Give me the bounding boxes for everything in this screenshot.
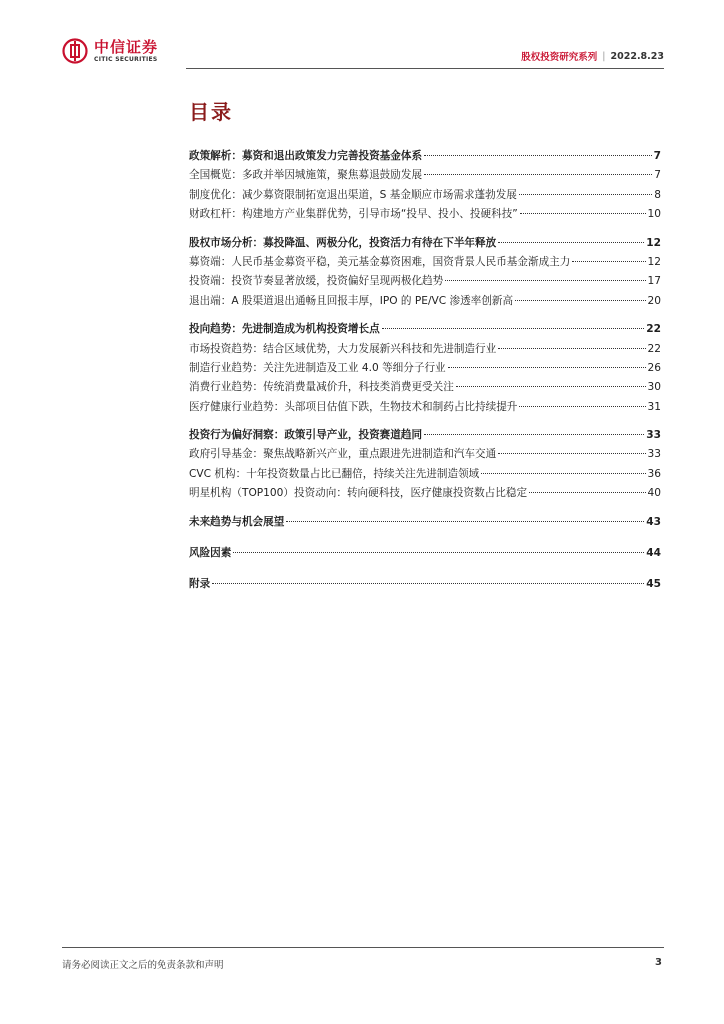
company-logo <box>62 38 158 64</box>
toc-entry-title: 消费行业趋势：传统消费量减价升，科技类消费更受关注 <box>189 381 454 394</box>
toc-subsection-link[interactable] <box>189 399 661 418</box>
toc-page-number: 10 <box>647 208 661 221</box>
toc-page-number: 43 <box>646 515 661 528</box>
toc-page-number: 7 <box>653 150 661 162</box>
toc-page-number: 36 <box>647 467 661 480</box>
toc-entry-title: 募资端：人民币基金募资平稳，美元基金募资困难，国资背景人民币基金渐成主力 <box>189 255 571 268</box>
toc-subsection-link[interactable] <box>189 273 661 292</box>
toc-subsection-link[interactable] <box>189 360 661 379</box>
toc-leader-dots <box>498 453 645 454</box>
toc-entry-title: 附录 <box>189 578 211 591</box>
toc-leader-dots <box>286 521 644 522</box>
toc-chapter-link[interactable] <box>189 235 661 254</box>
toc-entry-title: 制度优化：减少募资限制拓宽退出渠道，S 基金顺应市场需求蓬勃发展 <box>189 188 517 201</box>
toc-leader-dots <box>515 300 645 301</box>
table-of-contents <box>189 148 661 596</box>
toc-leader-dots <box>424 174 652 175</box>
toc-entry-title: 财政杠杆：构建地方产业集群优势，引导市场“投早、投小、投硬科技” <box>189 208 518 221</box>
toc-entry-title: 市场投资趋势：结合区域优势，大力发展新兴科技和先进制造行业 <box>189 342 497 355</box>
toc-entry-title: 股权市场分析：募投降温、两极分化，投资活力有待在下半年释放 <box>189 236 497 249</box>
toc-section <box>189 427 661 505</box>
page-title: 目录 <box>189 100 233 124</box>
toc-leader-dots <box>572 261 645 262</box>
page-number: 3 <box>655 957 662 968</box>
header-divider <box>186 68 664 69</box>
toc-subsection-link[interactable] <box>189 485 661 504</box>
toc-subsection-link[interactable] <box>189 341 661 360</box>
toc-chapter-link[interactable] <box>189 321 661 340</box>
toc-leader-dots <box>481 473 645 474</box>
toc-section <box>189 148 661 226</box>
toc-page-number: 7 <box>654 169 661 182</box>
toc-leader-dots <box>519 406 645 407</box>
toc-leader-dots <box>212 583 644 584</box>
header-meta <box>521 49 664 63</box>
toc-entry-title: 投资行为偏好洞察：政策引导产业，投资赛道趋同 <box>189 429 423 442</box>
toc-subsection-link[interactable] <box>189 446 661 465</box>
toc-page-number: 30 <box>647 381 661 394</box>
toc-leader-dots <box>519 194 652 195</box>
toc-entry-title: CVC 机构：十年投资数量占比已翻倍，持续关注先进制造领域 <box>189 467 480 480</box>
toc-entry-title: 未来趋势与机会展望 <box>189 515 285 528</box>
toc-subsection-link[interactable] <box>189 254 661 273</box>
toc-page-number: 33 <box>646 429 661 442</box>
toc-leader-dots <box>498 348 645 349</box>
toc-chapter-link[interactable] <box>189 427 661 446</box>
toc-page-number: 17 <box>647 275 661 288</box>
header-separator: | <box>602 50 606 62</box>
toc-section <box>189 514 661 533</box>
logo-chinese-name: 中信证券 <box>94 37 159 56</box>
toc-subsection-link[interactable] <box>189 187 661 206</box>
toc-section <box>189 545 661 564</box>
toc-leader-dots <box>424 434 644 435</box>
toc-page-number: 40 <box>647 487 661 500</box>
toc-chapter-link[interactable] <box>189 545 661 564</box>
toc-page-number: 44 <box>646 547 661 560</box>
toc-entry-title: 医疗健康行业趋势：头部项目估值下跌，生物技术和制药占比持续提升 <box>189 400 518 413</box>
toc-subsection-link[interactable] <box>189 379 661 398</box>
toc-leader-dots <box>448 367 646 368</box>
toc-leader-dots <box>520 213 646 214</box>
toc-entry-title: 政策解析：募资和退出政策发力完善投资基金体系 <box>189 150 423 162</box>
toc-section <box>189 235 661 313</box>
toc-section <box>189 321 661 418</box>
toc-section <box>189 576 661 595</box>
toc-chapter-link[interactable] <box>189 148 661 167</box>
toc-page-number: 33 <box>647 448 661 461</box>
report-series: 股权投资研究系列 <box>521 52 598 63</box>
report-date: 2022.8.23 <box>610 50 664 62</box>
toc-leader-dots <box>498 242 644 243</box>
toc-entry-title: 退出端：A 股渠道退出通畅且回报丰厚，IPO 的 PE/VC 渗透率创新高 <box>189 294 514 307</box>
toc-leader-dots <box>233 552 644 553</box>
toc-leader-dots <box>382 328 645 329</box>
footer-disclaimer: 请务必阅读正文之后的免责条款和声明 <box>62 960 224 971</box>
footer-divider <box>62 947 664 948</box>
toc-page-number: 45 <box>646 578 661 591</box>
toc-subsection-link[interactable] <box>189 466 661 485</box>
toc-page-number: 20 <box>647 294 661 307</box>
toc-leader-dots <box>445 280 645 281</box>
toc-entry-title: 投向趋势：先进制造成为机构投资增长点 <box>189 323 380 336</box>
toc-leader-dots <box>456 386 646 387</box>
toc-page-number: 22 <box>646 323 661 336</box>
toc-entry-title: 政府引导基金：聚焦战略新兴产业，重点跟进先进制造和汽车交通 <box>189 448 497 461</box>
toc-page-number: 8 <box>654 188 661 201</box>
toc-chapter-link[interactable] <box>189 576 661 595</box>
toc-entry-title: 全国概览：多政并举因城施策，聚焦募退鼓励发展 <box>189 169 423 182</box>
toc-subsection-link[interactable] <box>189 206 661 225</box>
toc-leader-dots <box>424 155 652 156</box>
toc-entry-title: 风险因素 <box>189 547 232 560</box>
toc-subsection-link[interactable] <box>189 167 661 186</box>
toc-page-number: 31 <box>647 400 661 413</box>
toc-leader-dots <box>529 492 645 493</box>
toc-page-number: 22 <box>647 342 661 355</box>
toc-page-number: 12 <box>646 236 661 249</box>
toc-entry-title: 投资端：投资节奏显著放缓，投资偏好呈现两极化趋势 <box>189 275 444 288</box>
toc-entry-title: 制造行业趋势：关注先进制造及工业 4.0 等细分子行业 <box>189 361 446 374</box>
toc-subsection-link[interactable] <box>189 293 661 312</box>
toc-page-number: 12 <box>647 255 661 268</box>
toc-page-number: 26 <box>647 361 661 374</box>
logo-english-name: CITIC SECURITIES <box>94 55 158 63</box>
citic-logo-icon <box>62 38 88 64</box>
toc-entry-title: 明星机构（TOP100）投资动向：转向硬科技，医疗健康投资数占比稳定 <box>189 487 528 500</box>
toc-chapter-link[interactable] <box>189 514 661 533</box>
